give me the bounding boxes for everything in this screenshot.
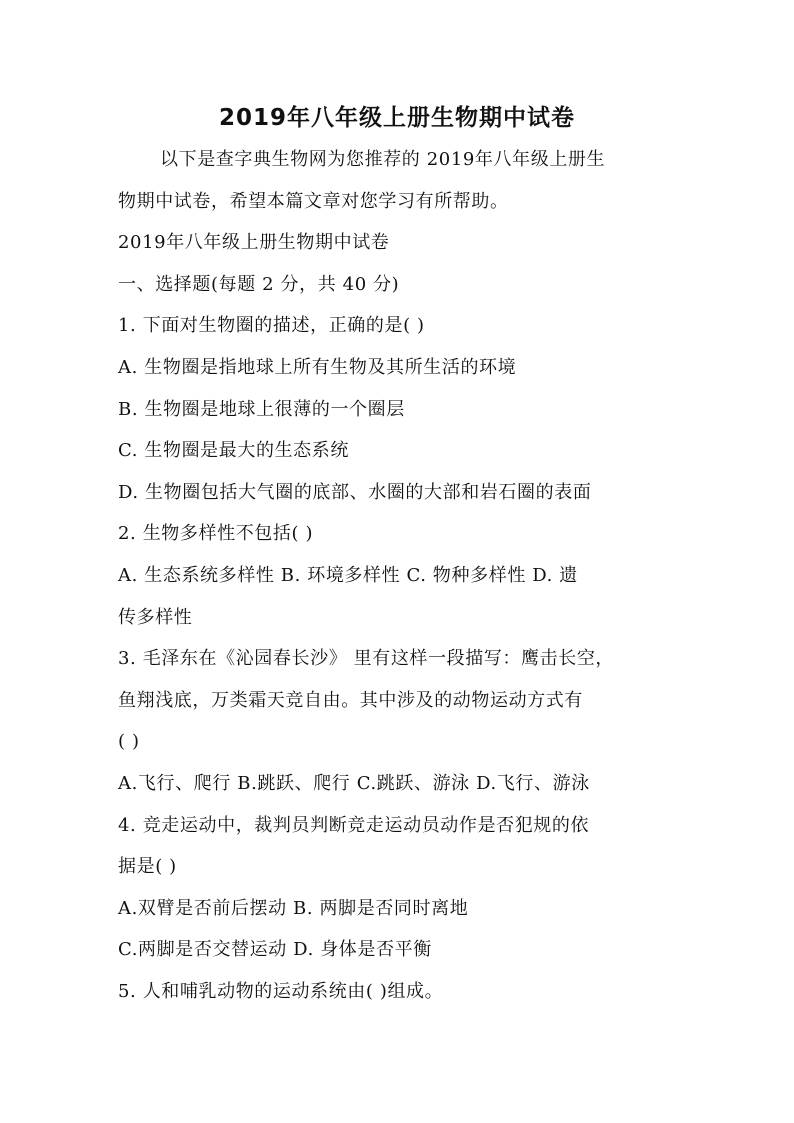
intro-line-2: 物期中试卷，希望本篇文章对您学习有所帮助。 (118, 190, 509, 212)
section-heading: 一、选择题(每题 2 分，共 40 分) (118, 273, 400, 295)
question-4-cont: 据是( ) (118, 856, 177, 878)
question-3-blank: ( ) (118, 731, 140, 753)
question-2-options: A. 生态系统多样性 B. 环境多样性 C. 物种多样性 D. 遗 (118, 564, 578, 586)
question-2-options-cont: 传多样性 (118, 606, 193, 628)
question-5: 5. 人和哺乳动物的运动系统由( )组成。 (118, 980, 444, 1002)
question-4: 4. 竞走运动中，裁判员判断竞走运动员动作是否犯规的依 (118, 814, 590, 836)
question-1: 1. 下面对生物圈的描述，正确的是( ) (118, 315, 425, 337)
question-1-option-b: B. 生物圈是地球上很薄的一个圈层 (118, 398, 405, 420)
question-4-options-cd: C.两脚是否交替运动 D. 身体是否平衡 (118, 939, 432, 961)
question-1-option-d: D. 生物圈包括大气圈的底部、水圈的大部和岩石圈的表面 (118, 481, 592, 503)
question-4-options-ab: A.双臂是否前后摆动 B. 两脚是否同时离地 (118, 897, 469, 919)
question-3-cont: 鱼翔浅底，万类霜天竞自由。其中涉及的动物运动方式有 (118, 689, 583, 711)
question-1-option-a: A. 生物圈是指地球上所有生物及其所生活的环境 (118, 356, 517, 378)
page-title: 2019年八年级上册生物期中试卷 (218, 105, 575, 131)
question-3-options: A.飞行、爬行 B.跳跃、爬行 C.跳跃、游泳 D.飞行、游泳 (118, 772, 590, 794)
question-2: 2. 生物多样性不包括( ) (118, 523, 314, 545)
intro-line-1: 以下是查字典生物网为您推荐的 2019年八年级上册生 (160, 149, 606, 170)
question-1-option-c: C. 生物圈是最大的生态系统 (118, 440, 349, 462)
question-3: 3. 毛泽东在《沁园春长沙》 里有这样一段描写：鹰击长空， (118, 648, 615, 670)
subtitle-line: 2019年八年级上册生物期中试卷 (118, 232, 390, 254)
document-body (118, 139, 678, 1012)
